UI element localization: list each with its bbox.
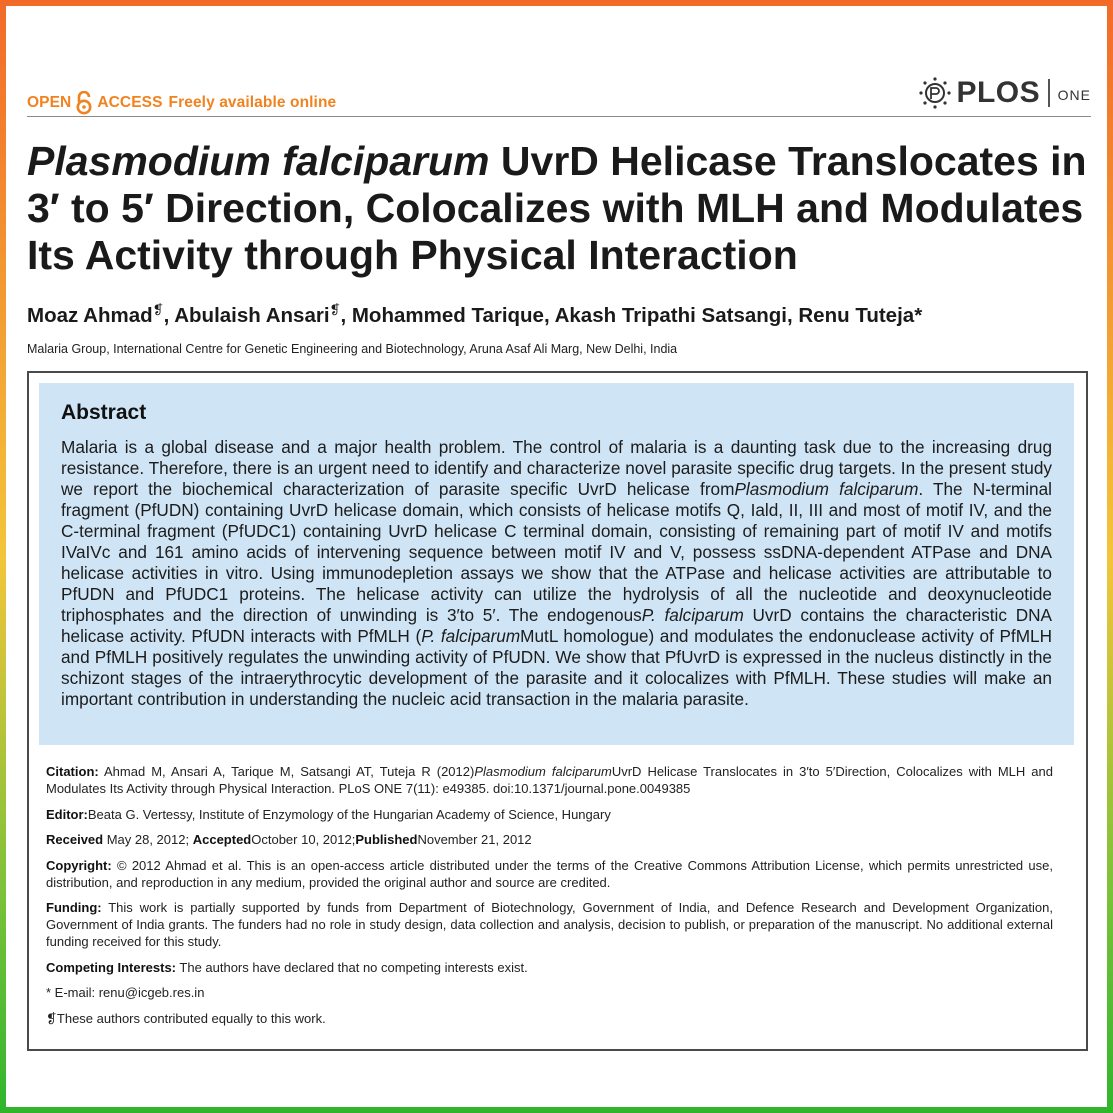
equal-contribution-text: These authors contributed equally to this work.	[56, 1010, 326, 1026]
accepted-date: October 10, 2012;	[251, 832, 356, 847]
affiliation: Malaria Group, International Centre for Genetic Engineering and Biotechnology, Aruna Asaf Ali Marg, New Delhi, India	[27, 342, 678, 356]
author-rest: Mohammed Tarique, Akash Tripathi Satsangi, Renu Tuteja	[351, 303, 915, 327]
plos-logo-icon	[918, 76, 952, 110]
citation-label: Citation:	[46, 764, 99, 779]
copyright	[46, 857, 1053, 891]
abstract-panel	[39, 383, 1074, 745]
access-label: ACCESS	[97, 94, 163, 111]
abstract-part: . The N-terminal fragment (PfUDN) containing UvrD helicase domain, which consists of helicase motifs Q, Iald, II, III and most of motif IV, and the C-terminal fragment (PfUDC1) containing UvrD helicase C terminal domain, consisting of remaining part of motif IV and motifs IVaIVc and 161 amino acids of intervening sequence between motif IV and V, possess ssDNA-dependent ATPase and DNA helicase activities in vitro. Using immunodepletion assays we show that the ATPase and helicase activities are attributable to PfUDN and PfUDC1 proteins. The helicase activity can utilize the hydrolysis of all the nucleotide and deoxynucleotide triphosphates and the direction of unwinding is 3′to 5′. The endogenous	[61, 479, 1052, 625]
copyright-text: © 2012 Ahmad et al. This is an open-access article distributed under the terms of the Creative Commons Attribution License, which permits unrestricted use, distribution, and reproduction in any medium, provided the original author and source are credited.	[46, 857, 1053, 890]
abstract-italic: P. falciparum	[641, 605, 744, 625]
citation-text: UvrD Helicase Translocates in 3′to 5′Direction, Colocalizes with MLH and Modulates Its Activity through Physical Interaction. PLoS ONE 7(11): e49385. doi:10.1371/journal.pone.0049385	[46, 764, 1053, 796]
editor-text: Beata G. Vertessy, Institute of Enzymology of the Hungarian Academy of Science, Hungary	[87, 806, 611, 822]
plos-wordmark: PLOS	[956, 76, 1041, 109]
equal-contribution-mark: ❡	[152, 302, 164, 317]
abstract-part: MutL homologue) and modulates the endonuclease activity of PfMLH and PfMLH positively regulates the unwinding activity of PfUDN. We show that PfUvrD is expressed in the nucleus distinctly in the schizont stages of the intraerythrocytic development of the parasite and it colocalizes with PfMLH. These studies will make an important contribution in understanding the nucleic acid transaction in the malaria parasite.	[61, 626, 1052, 709]
article-metadata	[46, 763, 1053, 1035]
logo-divider	[1048, 79, 1050, 107]
funding-text: This work is partially supported by funds from Department of Biotechnology, Government of India, and Defence Research and Development Organization, Government of India grants. The funders had no role in study design, data collection and analysis, decision to publish, or preparation of the manuscript. No additional external funding received for this study.	[46, 900, 1053, 949]
journal-header	[27, 72, 1091, 117]
plos-one-logo	[918, 76, 1091, 110]
title-species: Plasmodium falciparum	[27, 138, 490, 184]
equal-contribution-mark: ❡	[329, 302, 341, 317]
open-lock-icon	[74, 91, 94, 115]
received-date: May 28, 2012;	[103, 832, 193, 847]
article-page	[6, 6, 1107, 1107]
abstract-part: UvrD contains the characteristic DNA helicase activity. PfUDN interacts with PfMLH (	[61, 605, 1052, 646]
competing-text: The authors have declared that no competing interests exist.	[176, 959, 528, 975]
citation-text: Ahmad M, Ansari A, Tarique M, Satsangi AT, Tuteja R (2012)	[98, 764, 475, 779]
citation-italic: Plasmodium falciparum	[474, 764, 612, 779]
competing-label: Competing Interests:	[46, 959, 177, 975]
dates	[46, 831, 1053, 848]
abstract-italic: Plasmodium falciparum	[734, 479, 919, 499]
author-list: Moaz Ahmad❡, Abulaish Ansari❡, Mohammed Tarique, Akash Tripathi Satsangi, Renu Tuteja*	[27, 302, 923, 327]
received-label: Received	[46, 832, 104, 847]
article-title	[27, 138, 1097, 279]
copyright-label: Copyright:	[46, 857, 112, 873]
journal-name: ONE	[1057, 87, 1091, 103]
equal-contribution-mark: ❡	[46, 1010, 57, 1026]
editor-label: Editor:	[46, 806, 88, 822]
author-1: Moaz Ahmad	[27, 303, 153, 327]
freely-available-label: Freely available online	[168, 94, 337, 111]
abstract-text	[61, 437, 1052, 710]
funding	[46, 899, 1053, 950]
corresponding-mark: *	[914, 303, 923, 327]
abstract-part: Malaria is a global disease and a major health problem. The control of malaria is a daunting task due to the increasing drug resistance. Therefore, there is an urgent need to identify and characterize novel parasite specific drug targets. In the present study we report the biochemical characterization of parasite specific UvrD helicase from	[61, 437, 1052, 499]
competing-interests	[46, 959, 1053, 976]
email: * E-mail: renu@icgeb.res.in	[46, 985, 205, 1000]
abstract-heading: Abstract	[61, 401, 147, 424]
published-label: Published	[355, 832, 418, 847]
open-label: OPEN	[27, 94, 72, 111]
author-2: Abulaish Ansari	[174, 303, 330, 327]
title-rest: UvrD Helicase Translocates in 3′ to 5′ Direction, Colocalizes with MLH and Modulates Its Activity through Physical Interaction	[27, 138, 1087, 278]
published-date: November 21, 2012	[417, 832, 532, 847]
open-access-badge	[27, 91, 336, 115]
equal-contribution-note	[46, 1010, 1053, 1027]
editor	[46, 806, 1053, 823]
article-info-box	[27, 371, 1088, 1051]
citation	[46, 763, 1053, 797]
accepted-label: Accepted	[192, 832, 252, 847]
funding-label: Funding:	[46, 900, 102, 915]
abstract-italic: P. falciparum	[421, 626, 521, 646]
